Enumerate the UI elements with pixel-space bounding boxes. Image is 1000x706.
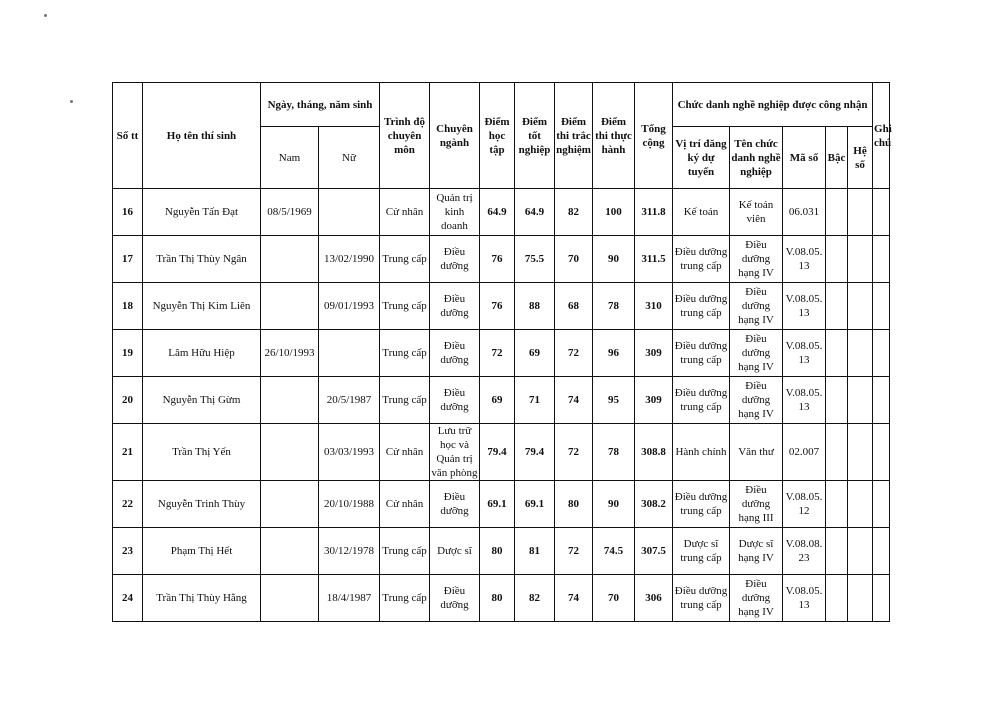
- scan-speck: [70, 100, 73, 103]
- cell-major: Điều dưỡng: [430, 377, 480, 424]
- cell-notes: [873, 575, 890, 622]
- cell-dob-male: [261, 481, 319, 528]
- cell-study-score: 69.1: [480, 481, 515, 528]
- cell-position: Điều dưỡng trung cấp: [673, 236, 730, 283]
- cell-study-score: 79.4: [480, 424, 515, 481]
- cell-grade: [826, 189, 848, 236]
- cell-major: Dược sĩ: [430, 528, 480, 575]
- cell-grad-score: 79.4: [515, 424, 555, 481]
- cell-dob-female: 30/12/1978: [319, 528, 380, 575]
- cell-level: Cử nhân: [380, 189, 430, 236]
- cell-grade: [826, 481, 848, 528]
- cell-grad-score: 81: [515, 528, 555, 575]
- cell-grad-score: 69: [515, 330, 555, 377]
- cell-code: V.08.05. 13: [783, 283, 826, 330]
- cell-title: Điều dưỡng hạng III: [730, 481, 783, 528]
- header-dob-group: Ngày, tháng, năm sinh: [261, 83, 380, 127]
- cell-practical-score: 96: [593, 330, 635, 377]
- cell-name: Trần Thị Yến: [143, 424, 261, 481]
- cell-major: Điều dưỡng: [430, 330, 480, 377]
- cell-grad-score: 64.9: [515, 189, 555, 236]
- header-level: Trình độ chuyên môn: [380, 83, 430, 189]
- header-written-score: Điểm thi trắc nghiệm: [555, 83, 593, 189]
- cell-practical-score: 78: [593, 424, 635, 481]
- cell-position: Điều dưỡng trung cấp: [673, 377, 730, 424]
- cell-name: Nguyễn Thị Kim Liên: [143, 283, 261, 330]
- cell-code: 06.031: [783, 189, 826, 236]
- cell-dob-male: [261, 424, 319, 481]
- cell-grad-score: 75.5: [515, 236, 555, 283]
- cell-dob-female: 20/5/1987: [319, 377, 380, 424]
- cell-stt: 24: [113, 575, 143, 622]
- table-row: [113, 575, 890, 622]
- cell-written-score: 72: [555, 424, 593, 481]
- cell-written-score: 74: [555, 575, 593, 622]
- cell-name: Nguyễn Trinh Thùy: [143, 481, 261, 528]
- cell-title: Điều dưỡng hạng IV: [730, 283, 783, 330]
- cell-title: Văn thư: [730, 424, 783, 481]
- cell-written-score: 82: [555, 189, 593, 236]
- table-row: [113, 236, 890, 283]
- scan-speck: [44, 14, 47, 17]
- cell-name: Phạm Thị Hết: [143, 528, 261, 575]
- cell-coef: [848, 528, 873, 575]
- cell-stt: 16: [113, 189, 143, 236]
- cell-dob-male: [261, 528, 319, 575]
- cell-dob-female: [319, 330, 380, 377]
- header-major: Chuyên ngành: [430, 83, 480, 189]
- cell-dob-male: [261, 377, 319, 424]
- cell-notes: [873, 236, 890, 283]
- header-practical-score: Điểm thi thực hành: [593, 83, 635, 189]
- table-row: [113, 377, 890, 424]
- cell-level: Trung cấp: [380, 528, 430, 575]
- header-title-group: Chức danh nghề nghiệp được công nhận: [673, 83, 873, 127]
- cell-notes: [873, 377, 890, 424]
- cell-total: 306: [635, 575, 673, 622]
- table-row: [113, 189, 890, 236]
- cell-practical-score: 90: [593, 481, 635, 528]
- cell-dob-female: 13/02/1990: [319, 236, 380, 283]
- cell-stt: 18: [113, 283, 143, 330]
- cell-position: Hành chính: [673, 424, 730, 481]
- cell-name: Nguyễn Thị Gừm: [143, 377, 261, 424]
- cell-coef: [848, 424, 873, 481]
- cell-total: 311.8: [635, 189, 673, 236]
- cell-written-score: 72: [555, 330, 593, 377]
- cell-dob-female: [319, 189, 380, 236]
- cell-major: Điều dưỡng: [430, 575, 480, 622]
- cell-name: Lâm Hữu Hiệp: [143, 330, 261, 377]
- cell-code: V.08.05. 12: [783, 481, 826, 528]
- cell-code: V.08.05. 13: [783, 236, 826, 283]
- cell-name: Nguyễn Tấn Đạt: [143, 189, 261, 236]
- cell-level: Cử nhân: [380, 424, 430, 481]
- cell-study-score: 80: [480, 528, 515, 575]
- cell-position: Dược sĩ trung cấp: [673, 528, 730, 575]
- cell-stt: 22: [113, 481, 143, 528]
- cell-title: Điều dưỡng hạng IV: [730, 575, 783, 622]
- header-dob-female: Nữ: [319, 127, 380, 189]
- cell-grade: [826, 283, 848, 330]
- cell-title: Điều dưỡng hạng IV: [730, 377, 783, 424]
- header-grade: Bậc: [826, 127, 848, 189]
- cell-major: Quản trị kinh doanh: [430, 189, 480, 236]
- candidate-results-table: [112, 82, 890, 622]
- cell-major: Điều dưỡng: [430, 283, 480, 330]
- cell-notes: [873, 424, 890, 481]
- cell-name: Trần Thị Thùy Hằng: [143, 575, 261, 622]
- cell-study-score: 80: [480, 575, 515, 622]
- cell-stt: 20: [113, 377, 143, 424]
- cell-dob-female: 03/03/1993: [319, 424, 380, 481]
- cell-practical-score: 100: [593, 189, 635, 236]
- cell-dob-male: [261, 575, 319, 622]
- cell-title: Điều dưỡng hạng IV: [730, 330, 783, 377]
- cell-total: 309: [635, 330, 673, 377]
- cell-total: 307.5: [635, 528, 673, 575]
- cell-grade: [826, 330, 848, 377]
- cell-practical-score: 90: [593, 236, 635, 283]
- cell-level: Cử nhân: [380, 481, 430, 528]
- cell-study-score: 76: [480, 236, 515, 283]
- cell-grade: [826, 528, 848, 575]
- cell-written-score: 68: [555, 283, 593, 330]
- header-study-score: Điểm học tập: [480, 83, 515, 189]
- header-code: Mã số: [783, 127, 826, 189]
- cell-stt: 19: [113, 330, 143, 377]
- table-row: [113, 528, 890, 575]
- cell-level: Trung cấp: [380, 377, 430, 424]
- cell-grade: [826, 236, 848, 283]
- cell-stt: 21: [113, 424, 143, 481]
- header-position: Vị trí đăng ký dự tuyển: [673, 127, 730, 189]
- cell-total: 309: [635, 377, 673, 424]
- cell-total: 310: [635, 283, 673, 330]
- table-row: [113, 424, 890, 481]
- header-title-name: Tên chức danh nghề nghiệp: [730, 127, 783, 189]
- cell-notes: [873, 330, 890, 377]
- cell-dob-female: 18/4/1987: [319, 575, 380, 622]
- cell-coef: [848, 481, 873, 528]
- cell-notes: [873, 528, 890, 575]
- table-row: [113, 330, 890, 377]
- cell-coef: [848, 283, 873, 330]
- cell-practical-score: 95: [593, 377, 635, 424]
- table-row: [113, 283, 890, 330]
- cell-notes: [873, 481, 890, 528]
- cell-position: Điều dưỡng trung cấp: [673, 283, 730, 330]
- cell-study-score: 69: [480, 377, 515, 424]
- header-grad-score: Điểm tốt nghiệp: [515, 83, 555, 189]
- cell-notes: [873, 189, 890, 236]
- cell-written-score: 80: [555, 481, 593, 528]
- cell-position: Kế toán: [673, 189, 730, 236]
- cell-notes: [873, 283, 890, 330]
- cell-title: Dược sĩ hạng IV: [730, 528, 783, 575]
- cell-level: Trung cấp: [380, 283, 430, 330]
- cell-grade: [826, 424, 848, 481]
- cell-coef: [848, 575, 873, 622]
- cell-grad-score: 69.1: [515, 481, 555, 528]
- cell-major: Điều dưỡng: [430, 481, 480, 528]
- cell-coef: [848, 189, 873, 236]
- cell-code: 02.007: [783, 424, 826, 481]
- cell-name: Trần Thị Thùy Ngân: [143, 236, 261, 283]
- cell-total: 311.5: [635, 236, 673, 283]
- cell-written-score: 74: [555, 377, 593, 424]
- cell-code: V.08.05. 13: [783, 575, 826, 622]
- cell-code: V.08.08. 23: [783, 528, 826, 575]
- cell-grade: [826, 575, 848, 622]
- cell-stt: 23: [113, 528, 143, 575]
- cell-dob-male: [261, 236, 319, 283]
- cell-code: V.08.05. 13: [783, 330, 826, 377]
- cell-level: Trung cấp: [380, 575, 430, 622]
- cell-study-score: 72: [480, 330, 515, 377]
- table-row: [113, 481, 890, 528]
- cell-dob-female: 20/10/1988: [319, 481, 380, 528]
- header-notes: Ghi chú: [873, 83, 890, 189]
- table-header: [113, 83, 890, 189]
- cell-written-score: 72: [555, 528, 593, 575]
- cell-dob-male: 26/10/1993: [261, 330, 319, 377]
- header-dob-male: Nam: [261, 127, 319, 189]
- cell-major: Điều dưỡng: [430, 236, 480, 283]
- cell-study-score: 64.9: [480, 189, 515, 236]
- cell-grad-score: 71: [515, 377, 555, 424]
- cell-position: Điều dưỡng trung cấp: [673, 330, 730, 377]
- cell-dob-male: [261, 283, 319, 330]
- cell-practical-score: 74.5: [593, 528, 635, 575]
- cell-dob-female: 09/01/1993: [319, 283, 380, 330]
- cell-level: Trung cấp: [380, 236, 430, 283]
- cell-total: 308.2: [635, 481, 673, 528]
- cell-major: Lưu trữ học và Quản trị văn phòng: [431, 425, 478, 479]
- cell-code: V.08.05. 13: [783, 377, 826, 424]
- header-stt: Số tt: [113, 83, 143, 189]
- header-name: Họ tên thí sinh: [143, 83, 261, 189]
- cell-coef: [848, 377, 873, 424]
- cell-position: Điều dưỡng trung cấp: [673, 481, 730, 528]
- cell-position: Điều dưỡng trung cấp: [673, 575, 730, 622]
- cell-stt: 17: [113, 236, 143, 283]
- cell-grad-score: 82: [515, 575, 555, 622]
- header-coef: Hệ số: [848, 127, 873, 189]
- cell-grad-score: 88: [515, 283, 555, 330]
- cell-title: Kế toán viên: [730, 189, 783, 236]
- table-body: [113, 189, 890, 622]
- cell-practical-score: 78: [593, 283, 635, 330]
- cell-total: 308.8: [635, 424, 673, 481]
- cell-title: Điều dưỡng hạng IV: [730, 236, 783, 283]
- cell-dob-male: 08/5/1969: [261, 189, 319, 236]
- header-total: Tổng cộng: [635, 83, 673, 189]
- cell-level: Trung cấp: [380, 330, 430, 377]
- cell-coef: [848, 236, 873, 283]
- cell-written-score: 70: [555, 236, 593, 283]
- cell-practical-score: 70: [593, 575, 635, 622]
- cell-coef: [848, 330, 873, 377]
- cell-grade: [826, 377, 848, 424]
- cell-study-score: 76: [480, 283, 515, 330]
